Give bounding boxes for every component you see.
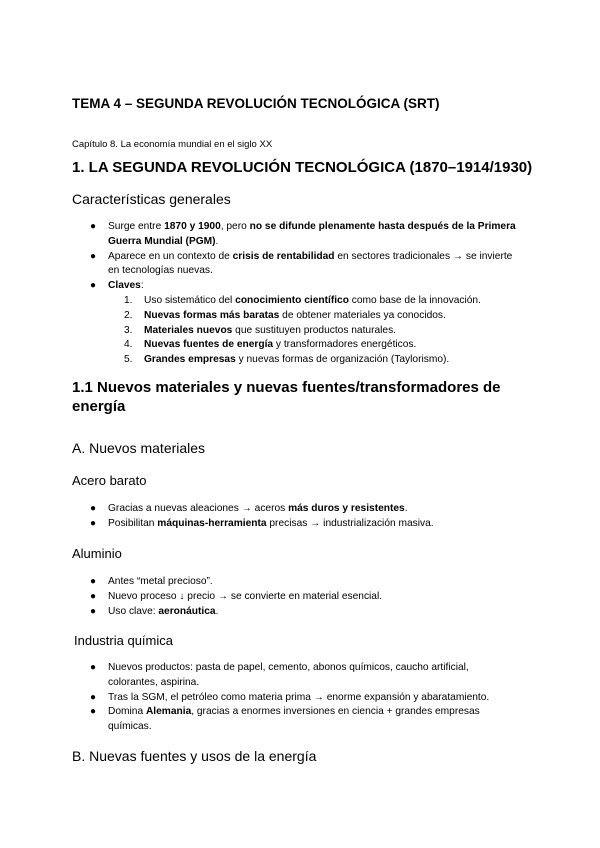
list-item: [0, 279, 520, 368]
acero-heading: [72, 473, 146, 488]
text: Domina: [108, 706, 146, 718]
section-b-heading: [72, 748, 316, 764]
section-a-heading-text: A. Nuevos materiales: [72, 440, 206, 456]
text: .: [215, 235, 219, 247]
text: Nuevo proceso ↓ precio → se convierte en material esencial.: [108, 590, 383, 602]
text: .: [404, 503, 408, 514]
bullet-icon: ●: [90, 280, 97, 292]
text: y nuevas formas de organización (Taylorismo).: [235, 354, 450, 366]
bullet-icon: ●: [90, 662, 97, 673]
quimica-heading: [74, 633, 173, 648]
bold-text: 1870 y 1900: [164, 221, 221, 232]
bold-text: más duros y resistentes: [288, 503, 405, 514]
list-item: [108, 294, 520, 309]
aluminio-heading: [72, 546, 122, 561]
caracteristicas-heading: [72, 191, 231, 207]
bullet-icon: ●: [90, 250, 97, 262]
text: Surge entre: [108, 221, 165, 232]
quimica-heading-text: Industria química: [74, 633, 173, 648]
list-item: [0, 590, 520, 605]
bullet-icon: ●: [90, 706, 97, 718]
bold-text: Nuevas fuentes de energía: [144, 339, 274, 351]
list-item: [0, 605, 520, 620]
acero-list: [0, 502, 600, 532]
text: Uso sistemático del: [144, 294, 236, 306]
text: Antes “metal precioso”.: [108, 576, 213, 587]
bold-text: crisis de rentabilidad: [232, 250, 335, 262]
list-item: [0, 575, 520, 590]
list-item: [108, 324, 520, 339]
section-a-heading: [72, 440, 205, 456]
acero-heading-text: Acero barato: [72, 473, 147, 488]
item-number: 4.: [124, 339, 133, 351]
list-item: [108, 309, 520, 324]
caracteristicas-list: [0, 220, 600, 368]
text: precisas → industrialización masiva.: [266, 517, 434, 529]
bold-text: Claves: [108, 280, 141, 292]
bullet-icon: ●: [90, 503, 97, 514]
bold-text: Grandes empresas: [144, 354, 236, 366]
caracteristicas-heading-text: Características generales: [72, 191, 231, 207]
bold-text: aeronáutica: [158, 605, 216, 617]
text: , pero: [220, 221, 250, 232]
quimica-list: [0, 661, 600, 735]
text: que sustituyen productos naturales.: [232, 324, 397, 336]
item-number: 1.: [124, 294, 133, 306]
text: .: [215, 605, 219, 617]
list-item: [0, 691, 520, 706]
text: Tras la SGM, el petróleo como materia prima → enorme expansión y abaratamiento.: [108, 691, 490, 703]
chapter-subtitle: Capítulo 8. La economía mundial en el siglo XX: [72, 139, 273, 150]
bold-text: Alemania: [145, 706, 192, 718]
text: en sectores tradicionales → se invierte en tecnologías nuevas.: [108, 250, 513, 277]
text: , gracias a enormes inversiones en ciencia + grandes empresas químicas.: [108, 706, 480, 733]
item-number: 2.: [124, 309, 133, 321]
claves-list: [108, 294, 520, 368]
text: de obtener materiales ya conocidos.: [279, 309, 446, 321]
list-item: [108, 338, 520, 353]
item-number: 5.: [124, 354, 133, 366]
bullet-icon: ●: [90, 691, 97, 703]
text: Aparece en un contexto de: [108, 250, 233, 262]
list-item: [0, 220, 520, 250]
list-item: [0, 661, 520, 691]
aluminio-list: [0, 575, 600, 619]
text: :: [140, 280, 144, 292]
bullet-icon: ●: [90, 590, 97, 602]
section-1-1-heading: 1.1 Nuevos materiales y nuevas fuentes/transformadores de energía: [72, 379, 501, 415]
bullet-icon: ●: [90, 576, 97, 587]
bold-text: Nuevas formas más baratas: [144, 309, 280, 321]
text: Gracias a nuevas aleaciones → aceros: [108, 503, 289, 514]
text: Posibilitan: [108, 517, 158, 529]
bold-text: conocimiento científico: [235, 294, 349, 306]
bullet-icon: ●: [90, 517, 97, 529]
section-1-heading: 1. LA SEGUNDA REVOLUCIÓN TECNOLÓGICA (1870–1914/1930): [72, 159, 533, 176]
item-number: 3.: [124, 324, 133, 336]
list-item: [108, 353, 520, 368]
list-item: [0, 517, 520, 532]
bullet-icon: ●: [90, 221, 97, 232]
aluminio-heading-text: Aluminio: [72, 546, 122, 561]
text: como base de la innovación.: [348, 294, 481, 306]
text: Uso clave:: [108, 605, 159, 617]
bold-text: máquinas-herramienta: [157, 517, 267, 529]
list-item: [0, 502, 520, 517]
bold-text: Materiales nuevos: [144, 324, 233, 336]
list-item: [0, 250, 520, 280]
bullet-icon: ●: [90, 605, 97, 617]
section-b-heading-text: B. Nuevas fuentes y usos de la energía: [72, 748, 317, 764]
text: y transformadores energéticos.: [273, 339, 417, 351]
bold-text: no se difunde plenamente hasta después de la Primera Guerra Mundial (PGM): [108, 221, 516, 247]
list-item: [0, 705, 520, 735]
text: Nuevos productos: pasta de papel, cemento, abonos químicos, caucho artificial, colorantes, aspirina.: [108, 662, 469, 688]
document-title: TEMA 4 – SEGUNDA REVOLUCIÓN TECNOLÓGICA (SRT): [72, 96, 440, 111]
